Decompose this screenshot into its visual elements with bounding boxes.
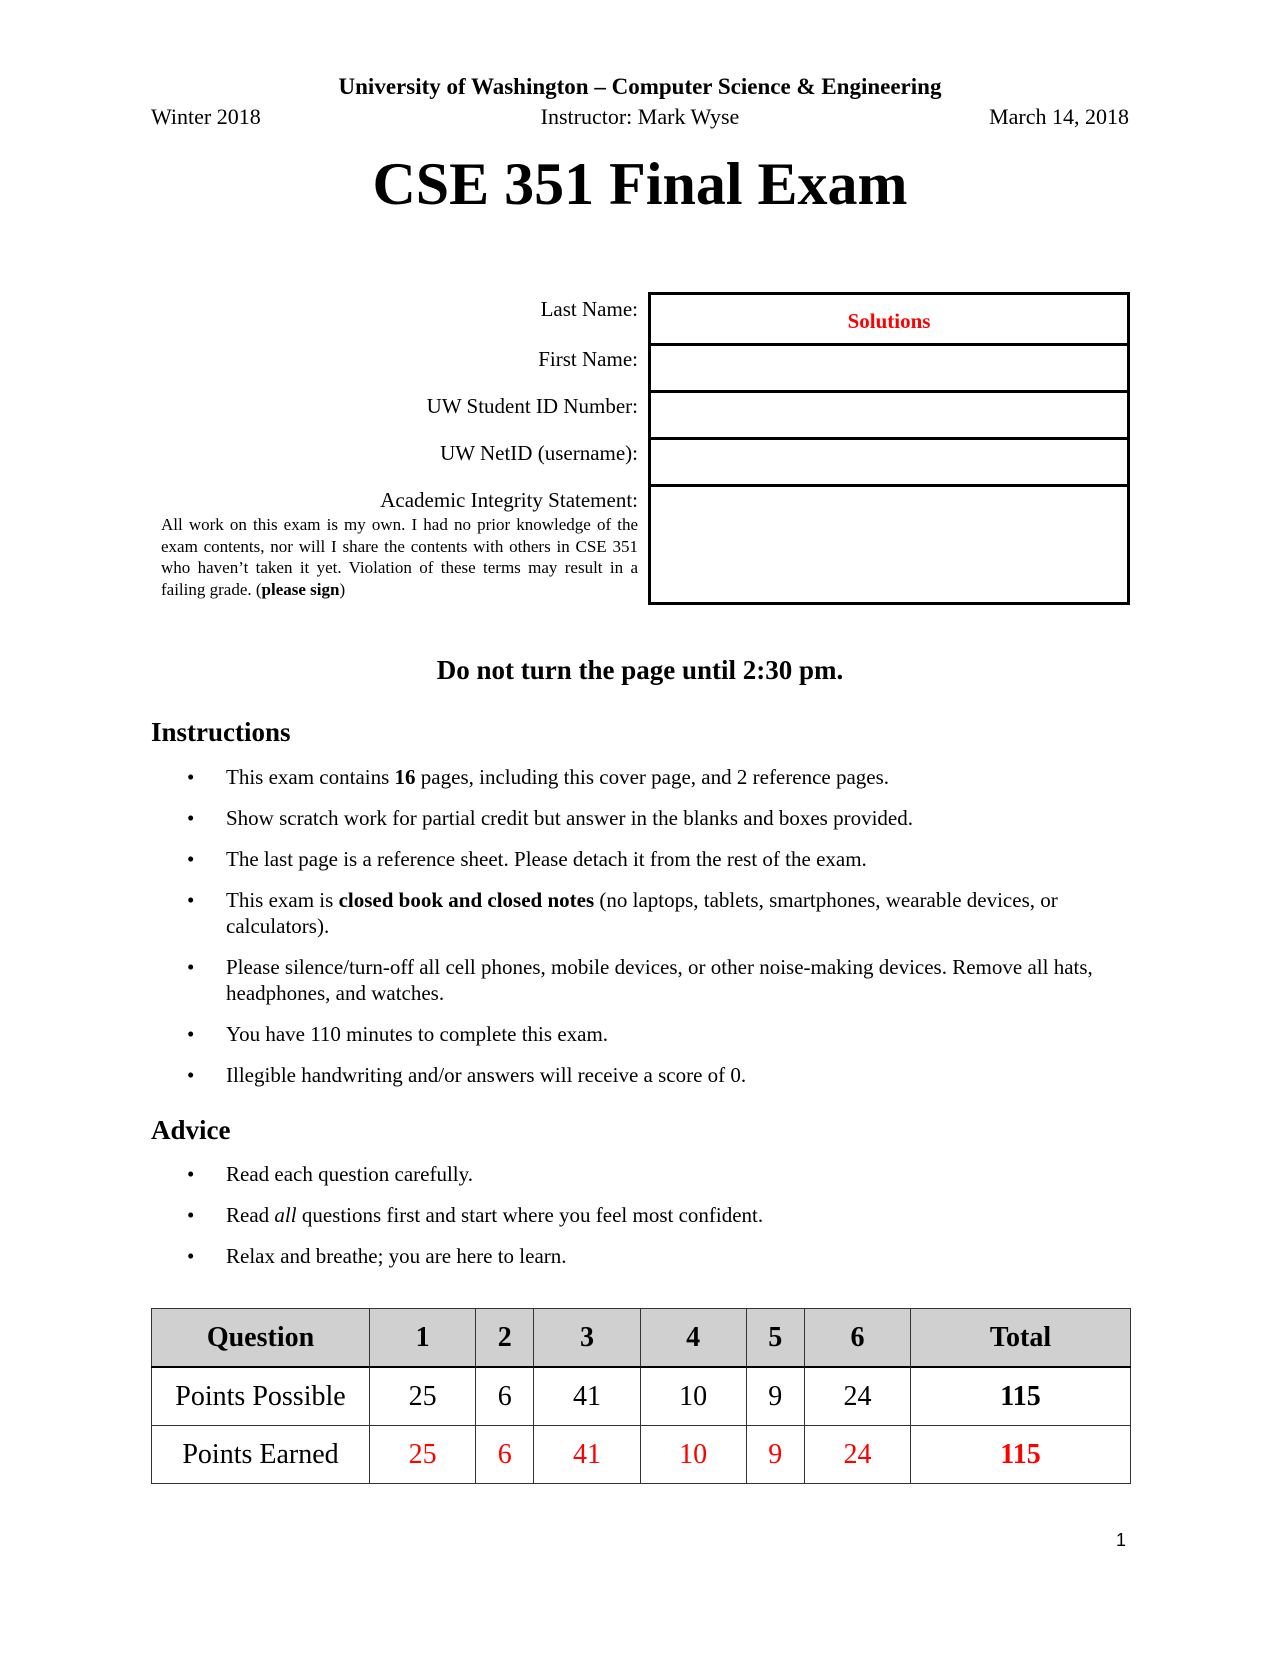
integrity-end: ) <box>339 579 346 599</box>
table-header: 3 <box>534 1309 640 1368</box>
table-cell: 24 <box>804 1426 910 1484</box>
table-cell: 10 <box>640 1426 746 1484</box>
instructor: Instructor: Mark Wyse <box>540 104 740 129</box>
list-item: • Relax and breathe; you are here to learn. <box>190 1243 1135 1269</box>
instructions-list <box>190 764 1135 1103</box>
page-title: CSE 351 Final Exam <box>372 151 908 217</box>
term: Winter 2018 <box>151 104 261 129</box>
integrity-text: All work on this exam is my own. I had no prior knowledge of the exam contents, nor will I share the contents with others in CSE 351 who haven’t taken it yet. Violation of these terms may result in a failing grade. ( <box>161 515 638 599</box>
table-header: 4 <box>640 1309 746 1368</box>
student-id-label: UW Student ID Number: <box>426 394 638 418</box>
table-cell: 9 <box>746 1426 804 1484</box>
advice-heading: Advice <box>151 1115 231 1145</box>
table-cell: 41 <box>534 1367 640 1426</box>
integrity-label: Academic Integrity Statement: <box>380 488 638 512</box>
table-cell: 6 <box>476 1367 534 1426</box>
list-item: • This exam is closed book and closed notes (no laptops, tablets, smartphones, wearable devices, or calculators). <box>190 887 1135 939</box>
table-header: 5 <box>746 1309 804 1368</box>
student-id-field[interactable] <box>648 390 1130 438</box>
last-name-value: Solutions <box>847 309 931 333</box>
table-cell: 9 <box>746 1367 804 1426</box>
list-item: • Illegible handwriting and/or answers will receive a score of 0. <box>190 1062 1135 1088</box>
exam-date: March 14, 2018 <box>989 104 1129 129</box>
last-name-field[interactable] <box>648 292 1130 344</box>
list-item: • This exam contains 16 pages, including this cover page, and 2 reference pages. <box>190 764 1135 790</box>
table-header: 6 <box>804 1309 910 1368</box>
table-cell: 25 <box>370 1426 476 1484</box>
integrity-statement <box>161 514 638 600</box>
table-cell: 6 <box>476 1426 534 1484</box>
table-cell: 24 <box>804 1367 910 1426</box>
page-number: 1 <box>1116 1530 1127 1550</box>
please-sign: please sign <box>261 579 340 599</box>
table-header: Total <box>911 1309 1131 1368</box>
score-table <box>151 1308 1131 1484</box>
last-name-label: Last Name: <box>540 297 638 321</box>
list-item: • Please silence/turn-off all cell phones, mobile devices, or other noise-making devices. Remove all hats, headphones, and watches. <box>190 954 1135 1006</box>
netid-field[interactable] <box>648 437 1130 485</box>
list-item: • The last page is a reference sheet. Please detach it from the rest of the exam. <box>190 846 1135 872</box>
table-header: 1 <box>370 1309 476 1368</box>
table-cell: 115 <box>911 1426 1131 1484</box>
first-name-label: First Name: <box>538 347 638 371</box>
list-item: • Read each question carefully. <box>190 1161 1135 1187</box>
netid-label: UW NetID (username): <box>440 441 638 465</box>
table-row <box>152 1426 1131 1484</box>
notice: Do not turn the page until 2:30 pm. <box>436 655 844 685</box>
list-item: • Read all questions first and start where you feel most confident. <box>190 1202 1135 1228</box>
table-header-row <box>152 1309 1131 1368</box>
list-item: • Show scratch work for partial credit but answer in the blanks and boxes provided. <box>190 805 1135 831</box>
table-cell: 25 <box>370 1367 476 1426</box>
table-header: Question <box>152 1309 370 1368</box>
table-cell: 115 <box>911 1367 1131 1426</box>
list-item: • You have 110 minutes to complete this exam. <box>190 1021 1135 1047</box>
table-cell: Points Possible <box>152 1367 370 1426</box>
table-cell: 41 <box>534 1426 640 1484</box>
instructions-heading: Instructions <box>151 717 291 747</box>
table-cell: 10 <box>640 1367 746 1426</box>
signature-field[interactable] <box>648 484 1130 605</box>
table-row <box>152 1367 1131 1426</box>
advice-list <box>190 1161 1135 1284</box>
university-header: University of Washington – Computer Science & Engineering <box>338 74 942 99</box>
first-name-field[interactable] <box>648 343 1130 391</box>
table-header: 2 <box>476 1309 534 1368</box>
table-cell: Points Earned <box>152 1426 370 1484</box>
